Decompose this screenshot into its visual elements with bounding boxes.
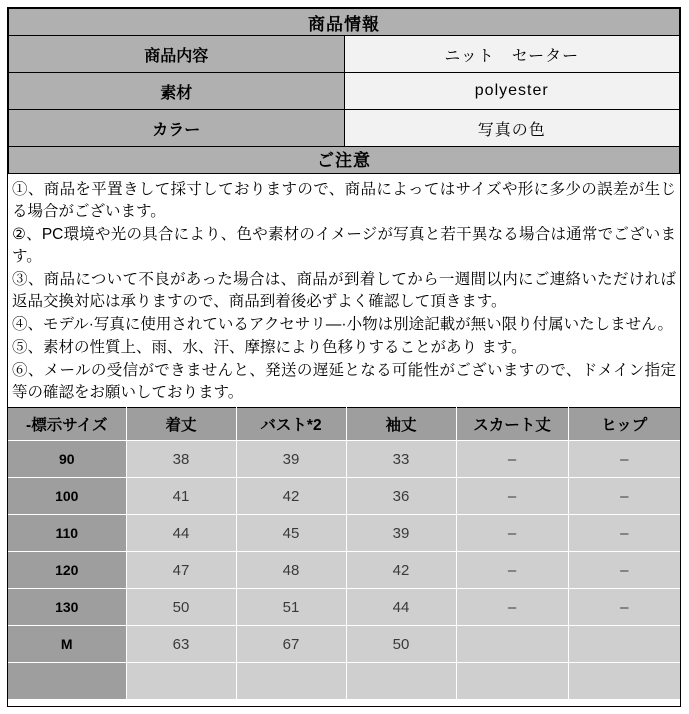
size-cell: 48 <box>236 552 346 589</box>
table-row <box>8 589 680 626</box>
notice-item-2: ③、商品について不良があった場合は、商品が到着してから一週間以内にご連絡いただければ返品交換対応は承りますので、商品到着後必ずよく確認して頂きます。 <box>12 271 676 310</box>
size-cell <box>456 626 568 663</box>
size-label-120: 120 <box>8 552 126 589</box>
size-cell: 67 <box>236 626 346 663</box>
size-chart-header-row <box>8 408 680 441</box>
notice-item-4: ⑤、素材の性質上、雨、水、汗、摩擦により色移りすることがあり ます。 <box>12 339 527 356</box>
product-info-value-1: polyester <box>344 73 680 110</box>
size-cell: – <box>568 441 680 478</box>
filler-cell <box>8 663 126 700</box>
size-chart-header-4: スカート丈 <box>456 408 568 441</box>
size-chart-table <box>8 407 680 699</box>
size-cell: 39 <box>346 515 456 552</box>
table-row <box>8 626 680 663</box>
size-cell: 44 <box>126 515 236 552</box>
filler-cell <box>456 663 568 700</box>
size-cell: 42 <box>236 478 346 515</box>
product-info-title: 商品情報 <box>9 9 680 36</box>
notice-item-1: ②、PC環境や光の具合により、色や素材のイメージが写真と若干異なる場合は通常でございます。 <box>12 226 676 265</box>
size-cell: – <box>456 478 568 515</box>
notice-title: ご注意 <box>8 147 680 174</box>
size-chart-header-3: 袖丈 <box>346 408 456 441</box>
size-label-100: 100 <box>8 478 126 515</box>
size-cell: 38 <box>126 441 236 478</box>
notice-item-3: ④、モデル·写真に使用されているアクセサリ―·小物は別途記載が無い限り付属いたしません。 <box>12 316 674 333</box>
filler-cell <box>236 663 346 700</box>
size-cell: 39 <box>236 441 346 478</box>
size-cell: – <box>568 515 680 552</box>
table-row <box>8 441 680 478</box>
notice-item-0: ①、商品を平置きして採寸しておりますので、商品によってはサイズや形に多少の誤差が生じる場合がございます。 <box>12 181 676 220</box>
size-cell: – <box>456 441 568 478</box>
size-cell: 51 <box>236 589 346 626</box>
table-row <box>8 552 680 589</box>
product-info-label-2: カラー <box>9 110 345 147</box>
table-row <box>9 73 680 110</box>
product-info-label-1: 素材 <box>9 73 345 110</box>
product-info-label-0: 商品内容 <box>9 36 345 73</box>
filler-cell <box>568 663 680 700</box>
size-label-90: 90 <box>8 441 126 478</box>
size-cell: – <box>456 589 568 626</box>
filler-cell <box>126 663 236 700</box>
size-label-M: M <box>8 626 126 663</box>
size-cell: 45 <box>236 515 346 552</box>
size-cell: 50 <box>126 589 236 626</box>
content-frame <box>7 7 681 707</box>
size-cell: – <box>568 552 680 589</box>
size-cell: 47 <box>126 552 236 589</box>
size-cell: 44 <box>346 589 456 626</box>
table-row <box>8 478 680 515</box>
size-cell: 33 <box>346 441 456 478</box>
product-info-table <box>8 8 680 147</box>
table-row <box>9 36 680 73</box>
notice-item-5: ⑥、メールの受信ができませんと、発送の遅延となる可能性がございますので、ドメイン指定等の確認をお願いしております。 <box>12 362 676 401</box>
size-chart-header-5: ヒップ <box>568 408 680 441</box>
table-row <box>8 515 680 552</box>
notice-body <box>8 174 680 407</box>
size-cell: – <box>568 478 680 515</box>
size-chart-header-1: 着丈 <box>126 408 236 441</box>
size-chart-header-0: -標示サイズ <box>8 408 126 441</box>
size-cell: – <box>568 589 680 626</box>
table-row <box>9 110 680 147</box>
table-row <box>9 9 680 36</box>
size-cell: 36 <box>346 478 456 515</box>
product-info-value-2: 写真の色 <box>344 110 680 147</box>
size-cell: – <box>456 552 568 589</box>
filler-cell <box>346 663 456 700</box>
product-info-value-0: ニット セーター <box>344 36 680 73</box>
size-cell: – <box>456 515 568 552</box>
size-cell <box>568 626 680 663</box>
size-chart-header-2: バスト*2 <box>236 408 346 441</box>
size-cell: 63 <box>126 626 236 663</box>
size-label-130: 130 <box>8 589 126 626</box>
size-cell: 42 <box>346 552 456 589</box>
size-label-110: 110 <box>8 515 126 552</box>
size-cell: 41 <box>126 478 236 515</box>
table-row-filler <box>8 663 680 700</box>
size-cell: 50 <box>346 626 456 663</box>
